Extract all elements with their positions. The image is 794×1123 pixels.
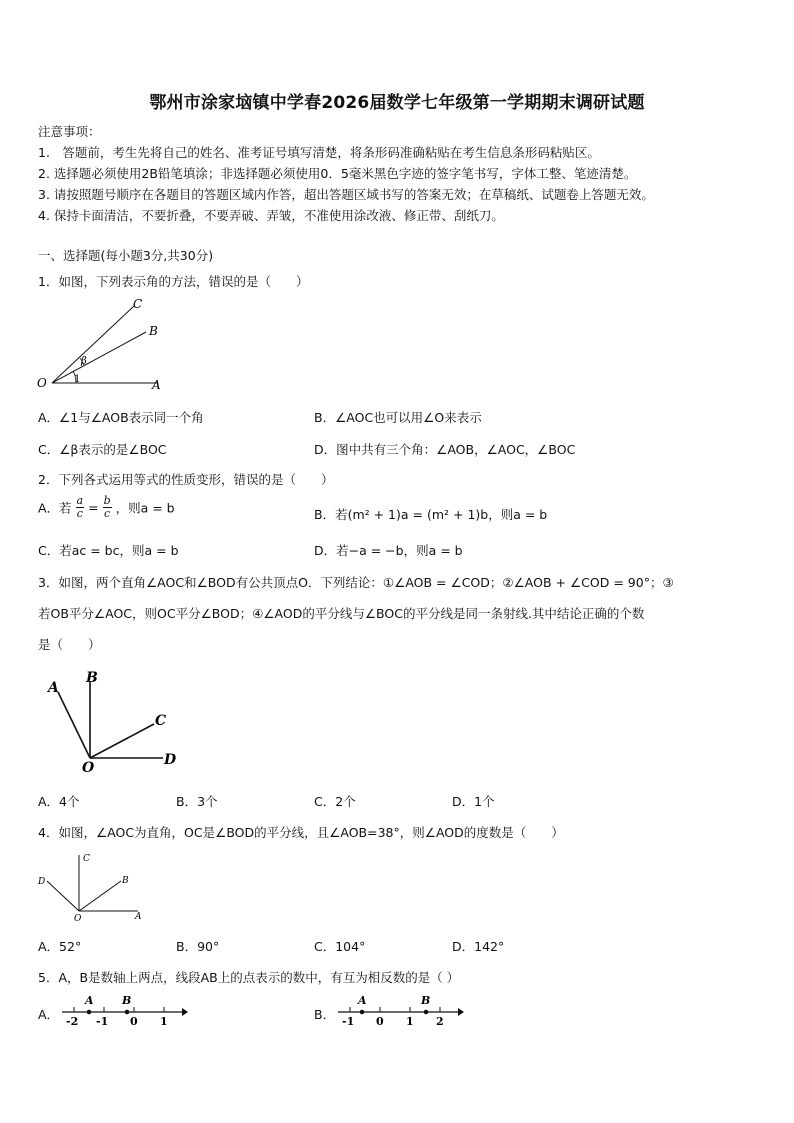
q2-a-num-right: b [103,494,111,507]
q5-a-tick-3: 1 [160,1015,168,1028]
q3-option-a[interactable]: A．4个 [38,794,80,809]
q5-option-b-label[interactable]: B． [314,1007,336,1022]
q5-b-tick-2: 1 [406,1015,414,1028]
q5-b-tick-3: 2 [436,1015,444,1028]
q3-label-c: C [155,713,167,729]
q1-figure [36,294,166,394]
q2-a-den-left: c [76,507,83,520]
page-title: 鄂州市涂家垴镇中学春2026届数学七年级第一学期期末调研试题 [149,93,645,113]
q2-option-c[interactable]: C．若ac = bc，则a = b [38,543,179,558]
q2-stem: 2．下列各式运用等式的性质变形，错误的是（ ） [38,472,334,487]
q5-a-point-b: B [122,994,132,1007]
section-heading: 一、选择题(每小题3分,共30分) [38,248,214,263]
q1-label-b: B [149,324,158,338]
q2-a-equals: = [88,500,99,515]
q4-figure [36,848,151,924]
q5-b-point-a: A [358,994,367,1007]
q4-label-a: A [135,912,142,922]
q5-a-tick-2: 0 [130,1015,138,1028]
q4-stem: 4．如图，∠AOC为直角，OC是∠BOD的平分线，且∠AOB=38°，则∠AOD的度数是（ ） [38,825,564,840]
q1-option-b[interactable]: B．∠AOC也可以用∠O来表示 [314,410,482,425]
q1-label-c: C [133,297,143,311]
q4-option-d[interactable]: D．142° [452,939,505,954]
notice-item-4: 4. 保持卡面清洁，不要折叠，不要弄破、弄皱，不准使用涂改液、修正带、刮纸刀。 [38,208,504,223]
q3-figure [42,668,187,778]
q5-option-b-number-line[interactable] [334,992,464,1032]
q4-option-a[interactable]: A．52° [38,939,82,954]
q5-b-tick-1: 0 [376,1015,384,1028]
notice-item-1: 1. 答题前，考生先将自己的姓名、准考证号填写清楚，将条形码准确粘贴在考生信息条形码粘贴区。 [38,145,600,160]
q1-option-d[interactable]: D．图中共有三个角：∠AOB，∠AOC，∠BOC [314,442,576,457]
q1-stem: 1．如图，下列表示角的方法，错误的是（ ） [38,274,309,289]
q4-label-c: C [83,854,90,864]
q1-label-one: 1 [74,374,81,385]
q2-a-fraction-right [103,495,112,520]
q1-option-a[interactable]: A．∠1与∠AOB表示同一个角 [38,410,204,425]
q3-option-d[interactable]: D．1个 [452,794,495,809]
q4-label-d: D [38,877,46,887]
q5-b-tick-0: -1 [342,1015,355,1028]
q5-b-point-b: B [421,994,431,1007]
q4-option-c[interactable]: C．104° [314,939,366,954]
q3-option-c[interactable]: C．2个 [314,794,356,809]
q2-a-num-left: a [76,494,84,507]
q5-a-tick-1: -1 [96,1015,109,1028]
q1-label-a: A [152,378,161,392]
q2-a-prefix: A．若 [38,500,72,516]
q4-label-o: O [74,914,82,924]
q2-option-a[interactable] [38,495,175,520]
q3-label-b: B [86,670,98,686]
q1-label-o: O [37,376,47,390]
q3-label-a: A [48,680,59,696]
q4-option-b[interactable]: B．90° [176,939,220,954]
q5-option-a-number-line[interactable] [58,992,188,1032]
q5-option-a-label[interactable]: A． [38,1007,60,1022]
notice-heading: 注意事项： [38,124,101,139]
q3-label-o: O [82,760,95,776]
q5-stem: 5．A，B是数轴上两点，线段AB上的点表示的数中，有互为相反数的是（ ） [38,970,460,985]
notice-item-3: 3. 请按照题号顺序在各题目的答题区域内作答，超出答题区域书写的答案无效；在草稿纸、试题卷上答题无效。 [38,187,654,202]
q1-option-c[interactable]: C．∠β表示的是∠BOC [38,442,167,457]
q2-a-den-right: c [104,507,111,520]
q3-label-d: D [164,752,177,768]
q2-option-d[interactable]: D．若−a = −b，则a = b [314,543,463,558]
q5-a-point-a: A [85,994,94,1007]
notice-item-2: 2. 选择题必须使用2B铅笔填涂；非选择题必须使用0．5毫米黑色字迹的签字笔书写，字体工整、笔迹清楚。 [38,166,637,181]
q2-a-fraction-left [76,495,85,520]
q3-stem-line-3: 是（ ） [38,637,101,652]
q3-stem-line-1: 3．如图，两个直角∠AOC和∠BOD有公共顶点O．下列结论：①∠AOB = ∠COD；②∠AOB + ∠COD = 90°；③ [38,575,674,590]
q2-a-suffix: ，则a = b [115,500,175,516]
q1-label-beta: β [81,356,87,367]
q3-stem-line-2: 若OB平分∠AOC，则OC平分∠BOD；④∠AOD的平分线与∠BOC的平分线是同一条射线.其中结论正确的个数 [38,606,645,621]
q3-option-b[interactable]: B．3个 [176,794,218,809]
q2-option-b[interactable]: B．若(m² + 1)a = (m² + 1)b，则a = b [314,507,548,522]
q5-a-tick-0: -2 [66,1015,79,1028]
q4-label-b: B [122,876,129,886]
